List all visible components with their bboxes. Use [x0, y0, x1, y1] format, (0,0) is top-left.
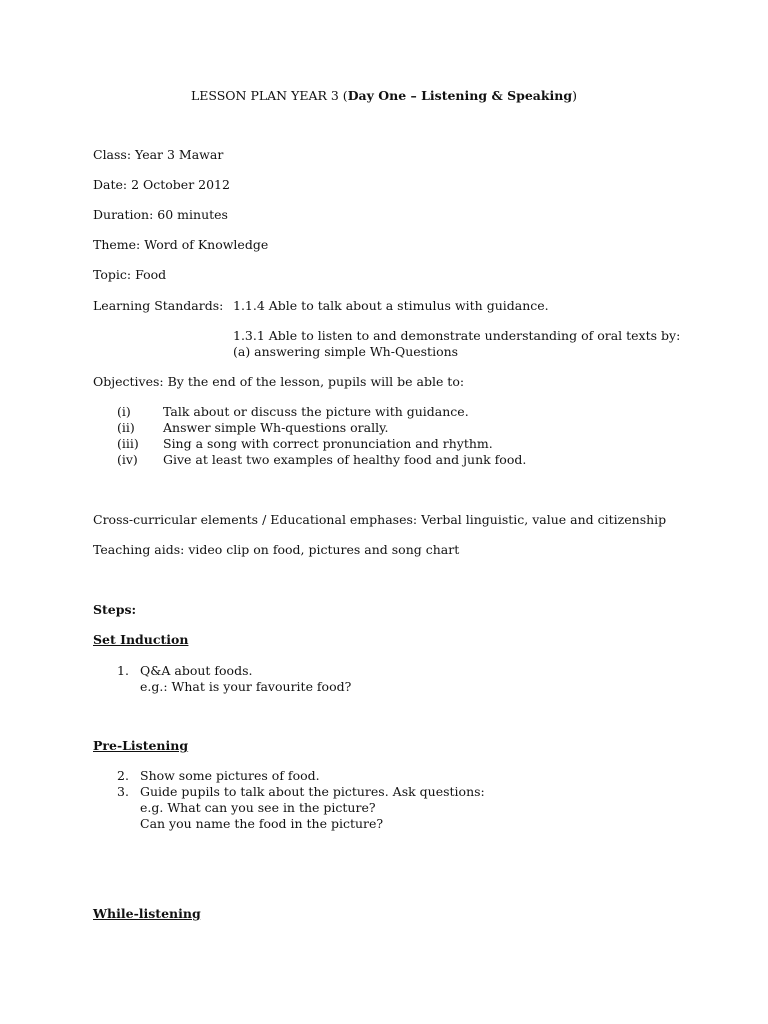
learning-standard-subitem: (a) answering simple Wh-Questions	[233, 344, 459, 359]
step-text: Show some pictures of food.	[140, 768, 320, 783]
objective-text: Sing a song with correct pronunciation and rhythm.	[163, 436, 493, 451]
objective-text: Answer simple Wh-questions orally.	[163, 420, 389, 435]
teaching-aids-line: Teaching aids: video clip on food, pictures and song chart	[93, 542, 460, 557]
objective-number: (ii)	[117, 420, 135, 435]
topic-line: Topic: Food	[93, 267, 167, 282]
date-line: Date: 2 October 2012	[93, 177, 230, 192]
objective-text: Give at least two examples of healthy food and junk food.	[163, 452, 527, 467]
while-listening-heading: While-listening	[93, 906, 201, 921]
step-text: Guide pupils to talk about the pictures. Ask questions:	[140, 784, 485, 799]
duration-line: Duration: 60 minutes	[93, 207, 228, 222]
cross-curricular-line: Cross-curricular elements / Educational emphases: Verbal linguistic, value and citizenship	[93, 512, 667, 527]
learning-standards-label: Learning Standards:	[93, 298, 224, 313]
objective-text: Talk about or discuss the picture with guidance.	[163, 404, 469, 419]
class-line: Class: Year 3 Mawar	[93, 147, 224, 162]
theme-line: Theme: Word of Knowledge	[93, 237, 269, 252]
learning-standard-item: 1.1.4 Able to talk about a stimulus with guidance.	[233, 298, 549, 313]
pre-listening-heading: Pre-Listening	[93, 738, 189, 753]
step-number: 2.	[117, 768, 129, 783]
steps-heading: Steps:	[93, 602, 137, 617]
objective-number: (iii)	[117, 436, 139, 451]
step-number: 1.	[117, 663, 129, 678]
set-induction-heading: Set Induction	[93, 632, 189, 647]
objective-number: (i)	[117, 404, 131, 419]
learning-standard-item: 1.3.1 Able to listen to and demonstrate understanding of oral texts by:	[233, 328, 681, 343]
objectives-intro: Objectives: By the end of the lesson, pupils will be able to:	[93, 374, 465, 389]
step-example: e.g.: What is your favourite food?	[140, 679, 352, 694]
step-number: 3.	[117, 784, 129, 799]
page-title: LESSON PLAN YEAR 3 (Day One – Listening & Speaking)	[190, 88, 578, 103]
objective-number: (iv)	[117, 452, 138, 467]
step-example: Can you name the food in the picture?	[140, 816, 384, 831]
step-text: Q&A about foods.	[140, 663, 253, 678]
step-example: e.g. What can you see in the picture?	[140, 800, 376, 815]
